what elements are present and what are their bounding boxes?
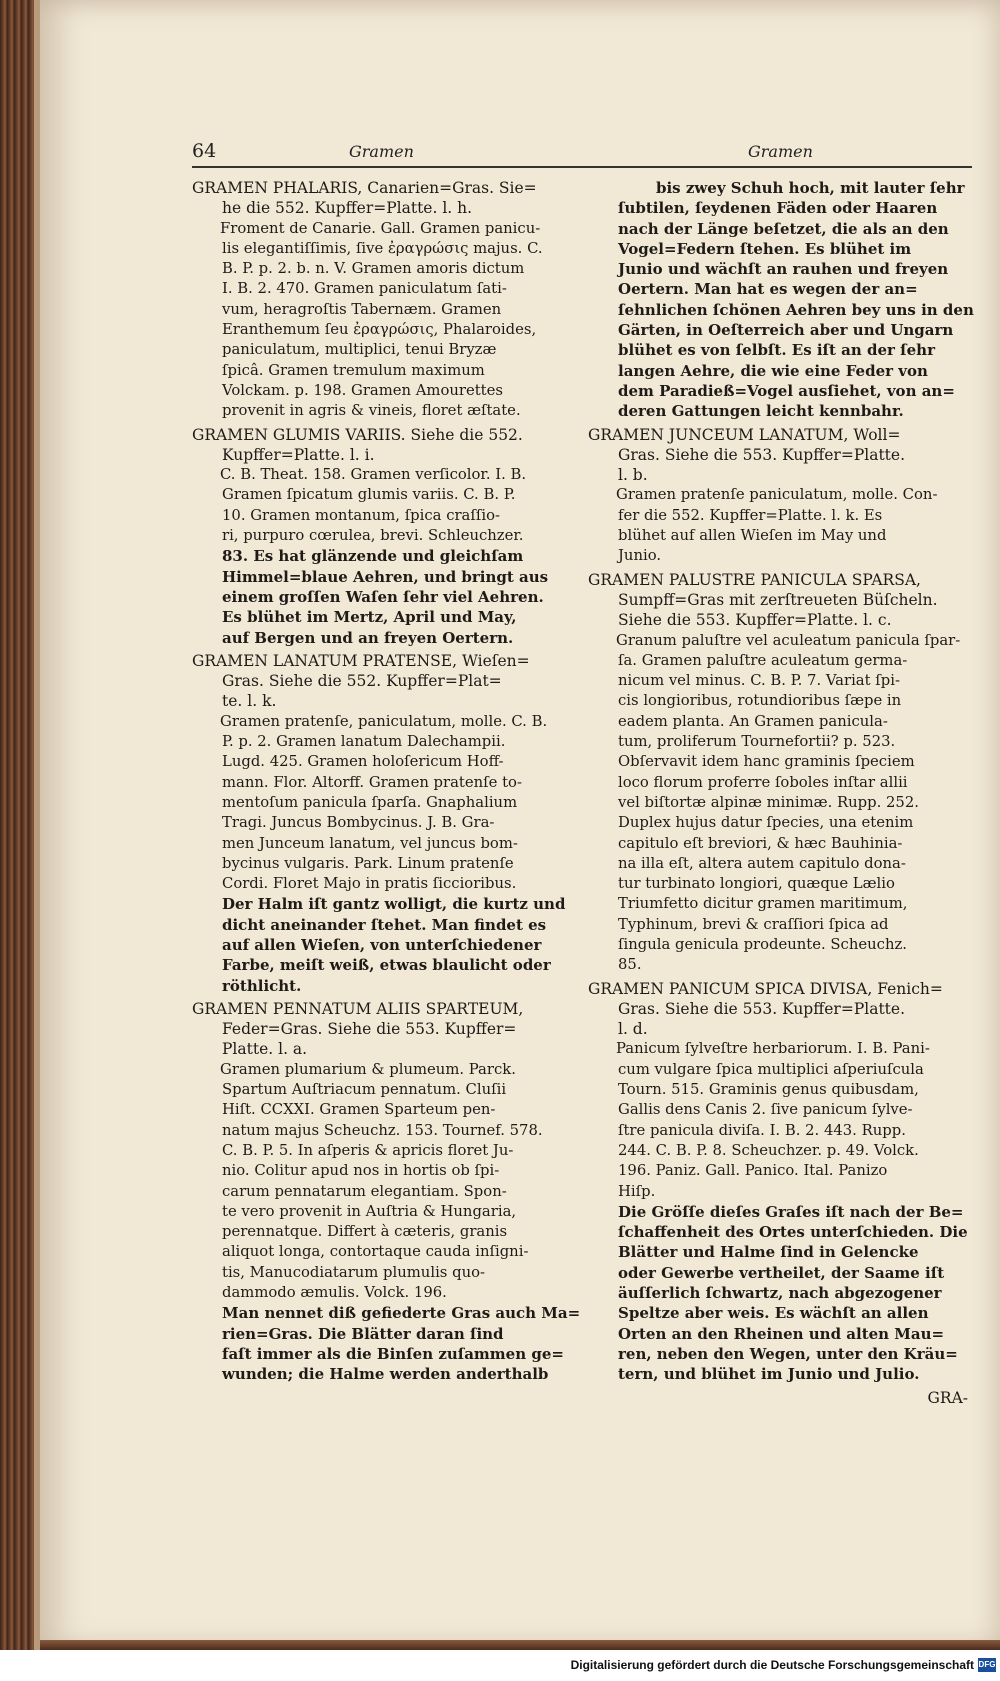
continuation-line: Gärten, in Oeſterreich aber und Ungarn (618, 321, 954, 340)
entry-latin-line: vel biſtortæ alpinæ minimæ. Rupp. 252. (618, 793, 919, 811)
entry-german-line: Es blühet im Mertz, April und May, (222, 608, 517, 627)
entry-german-line: Speltze aber weis. Es wächſt an allen (618, 1304, 929, 1323)
entry-latin-line: Gallis dens Canis 2. ſive panicum ſylve- (618, 1101, 913, 1119)
continuation-line: ſubtilen, ſeydenen Fäden oder Haaren (618, 199, 938, 218)
entry-latin-line: nio. Colitur apud nos in hortis ob ſpi- (222, 1162, 500, 1180)
entry-german-line: faſt immer als die Binſen zuſammen ge= (222, 1344, 564, 1363)
entry-latin-line: loco florum proferre ſoboles inſtar allii (618, 773, 908, 791)
entry-head-line: Kupffer=Platte. l. i. (222, 445, 375, 464)
continuation-line: Vogel=Federn ſtehen. Es blühet im (618, 239, 912, 258)
entry-german-line: ſchaffenheit des Ortes unterſchieden. Die (618, 1223, 968, 1242)
book-edge (0, 0, 40, 1681)
entry-german-line: Orten an den Rheinen und alten Mau= (618, 1324, 945, 1343)
entry-latin-line: Spartum Auſtriacum pennatum. Cluſii (222, 1081, 507, 1099)
entry-german-line: Die Gröſſe dieſes Graſes iſt nach der Be= (618, 1202, 964, 1221)
footer-bar (0, 1650, 1000, 1681)
entry-latin-line: 10. Gramen montanum, ſpica craſſio- (222, 506, 500, 524)
entry-head-line: l. b. (618, 466, 648, 485)
entry-german-line: Farbe, meiſt weiß, etwas blaulicht oder (222, 956, 551, 975)
entry-german-line: wunden; die Halme werden anderthalb (222, 1365, 549, 1384)
entry-latin-line: Hiſp. (618, 1182, 656, 1200)
entry-latin-line: Obſervavit idem hanc graminis ſpeciem (618, 753, 915, 771)
entry-latin-line: Junio. (618, 547, 662, 565)
entry-german-line: dicht aneinander ſtehet. Man findet es (222, 915, 547, 934)
entry-latin-line: 196. Paniz. Gall. Panico. Ital. Panizo (618, 1162, 888, 1180)
entry-german-line: tern, und blühet im Junio und Julio. (618, 1365, 920, 1384)
right-column (588, 178, 974, 1408)
entry-latin-line: cum vulgare ſpica multiplici aſperiuſcula (618, 1060, 924, 1078)
entry-german-line: Der Halm iſt gantz wolligt, die kurtz und (222, 895, 566, 914)
entry-head-line: Gras. Siehe die 553. Kupffer=Platte. (618, 999, 905, 1018)
entry-head-line: he die 552. Kupffer=Platte. l. h. (222, 199, 473, 218)
entry-german-line: Blätter und Halme ſind in Gelencke (618, 1243, 919, 1262)
entry-german-line: oder Gewerbe vertheilet, der Saame iſt (618, 1263, 945, 1282)
dictionary-entry (192, 425, 572, 648)
entry-latin-line: Gramen pratenſe paniculatum, molle. Con- (616, 486, 938, 504)
running-head-right: Gramen (748, 142, 813, 161)
entry-head-line: l. d. (618, 1020, 648, 1039)
entry-german-line: röthlicht. (222, 976, 302, 995)
entry-latin-line: perennatque. Differt à cæteris, granis (222, 1223, 508, 1241)
entry-latin-line: Triumfetto dicitur gramen maritimum, (618, 895, 908, 913)
entry-headword: GRAMEN JUNCEUM LANATUM, Woll= (588, 425, 901, 444)
entry-latin-line: Gramen pratenſe, paniculatum, molle. C. B. (220, 712, 548, 730)
entry-headword: GRAMEN PHALARIS, Canarien=Gras. Sie= (192, 179, 537, 197)
entry-latin-line: ſpicâ. Gramen tremulum maximum (222, 361, 485, 379)
entry-german-line: Man nennet diß gefiederte Gras auch Ma= (222, 1304, 581, 1323)
continuation-line: nach der Länge beſetzet, die als an den (618, 219, 949, 238)
entry-german-line: ren, neben den Wegen, unter den Kräu= (618, 1344, 958, 1363)
dictionary-entry (588, 425, 974, 567)
continuation-line: Oertern. Man hat es wegen der an= (618, 280, 918, 299)
entry-head-line: Gras. Siehe die 553. Kupffer=Platte. (618, 445, 905, 464)
entry-latin-line: C. B. Theat. 158. Gramen verſicolor. I. B. (220, 466, 527, 484)
entry-german-line: auf Bergen und an freyen Oertern. (222, 628, 514, 647)
entry-latin-line: natum majus Scheuchz. 153. Tournef. 578. (222, 1121, 543, 1139)
entry-german-line: auf allen Wieſen, von unterſchiedener (222, 935, 542, 954)
entry-headword: GRAMEN PALUSTRE PANICULA SPARSA, (588, 570, 921, 589)
dictionary-entry (192, 178, 572, 422)
entry-headword: GRAMEN LANATUM PRATENSE, Wieſen= (192, 651, 530, 670)
entry-headword: GRAMEN PANICUM SPICA DIVISA, Fenich= (588, 979, 943, 998)
entry-german-line: rien=Gras. Die Blätter daran ſind (222, 1324, 504, 1343)
entry-latin-line: Gramen ſpicatum glumis variis. C. B. P. (222, 486, 516, 504)
entry-latin-line: Tourn. 515. Graminis genus quibusdam, (618, 1081, 919, 1099)
entry-german-line: einem groſſen Waſen ſehr viel Aehren. (222, 587, 544, 606)
entry-latin-line: Lugd. 425. Gramen holoſericum Hoff- (222, 753, 504, 771)
dictionary-entry (588, 570, 974, 976)
entry-latin-line: nicum vel minus. C. B. P. 7. Variat ſpi- (618, 672, 900, 690)
entry-latin-line: provenit in agris & vineis, floret æſtate. (222, 402, 521, 420)
left-column (192, 178, 581, 1388)
entry-german-line: 83. Es hat glänzende und gleichſam (222, 547, 524, 566)
continuation-line: ſehnlichen ſchönen Aehren bey uns in den (618, 300, 974, 319)
entry-latin-line: bycinus vulgaris. Park. Linum pratenſe (222, 854, 514, 872)
entry-latin-line: paniculatum, multiplici, tenui Bryzæ (222, 341, 497, 359)
entry-latin-line: blühet auf allen Wieſen im May und (618, 527, 887, 545)
entry-latin-line: ſtre panicula diviſa. I. B. 2. 443. Rupp. (618, 1121, 906, 1139)
entry-latin-line: I. B. 2. 470. Gramen paniculatum ſati- (222, 280, 507, 298)
entry-latin-line: te vero provenit in Auſtria & Hungaria, (222, 1202, 517, 1220)
entry-latin-line: ſa. Gramen paluſtre aculeatum germa- (618, 651, 908, 669)
continuation-line: deren Gattungen leicht kennbahr. (618, 402, 904, 421)
entry-latin-line: Cordi. Floret Majo in pratis ſiccioribus. (222, 875, 517, 893)
entry-latin-line: na illa eſt, altera autem capitulo dona- (618, 854, 906, 872)
entry-latin-line: Froment de Canarie. Gall. Gramen panicu- (220, 219, 541, 237)
running-head-left: Gramen (349, 142, 414, 161)
footer-credit: Digitalisierung gefördert durch die Deutsche Forschungsgemeinschaft (570, 1658, 974, 1672)
entry-latin-line: Volckam. p. 198. Gramen Amourettes (222, 381, 503, 399)
dictionary-entry (192, 999, 581, 1385)
entry-latin-line: B. P. p. 2. b. n. V. Gramen amoris dictum (222, 260, 525, 278)
entry-latin-line: vum, heragroſtis Tabernæm. Gramen (222, 300, 502, 318)
entry-latin-line: Panicum ſylveſtre herbariorum. I. B. Pani- (616, 1040, 930, 1058)
entry-latin-line: mann. Flor. Altorff. Gramen pratenſe to- (222, 773, 522, 791)
entry-latin-line: Granum paluſtre vel aculeatum panicula ſpar- (616, 631, 961, 649)
entry-latin-line: fer die 552. Kupffer=Platte. l. k. Es (618, 506, 883, 524)
dictionary-entry (192, 651, 572, 996)
entry-latin-line: men Junceum lanatum, vel juncus bom- (222, 834, 518, 852)
entry-latin-line: tis, Manucodiatarum plumulis quo- (222, 1263, 486, 1281)
continuation-line: Junio und wächſt an rauhen und freyen (618, 260, 949, 279)
continued-text (588, 178, 974, 422)
catchword: GRA- (927, 1388, 968, 1407)
entry-latin-line: Typhinum, brevi & craſſiori ſpica ad (618, 915, 889, 933)
page-number: 64 (192, 140, 217, 162)
entry-latin-line: Tragi. Juncus Bombycinus. J. B. Gra- (222, 814, 495, 832)
entry-head-line: Platte. l. a. (222, 1040, 308, 1059)
continuation-line: dem Paradieß=Vogel ausſiehet, von an= (618, 381, 955, 400)
entry-head-line: Siehe die 553. Kupffer=Platte. l. c. (618, 611, 892, 630)
entry-latin-line: P. p. 2. Gramen lanatum Dalechampii. (222, 733, 506, 751)
entry-latin-line: ri, purpuro cœrulea, brevi. Schleuchzer. (222, 527, 524, 545)
entry-head-line: te. l. k. (222, 692, 277, 711)
entry-latin-line: Gramen plumarium & plumeum. Parck. (220, 1060, 516, 1078)
entry-latin-line: eadem planta. An Gramen panicula- (618, 712, 888, 730)
entry-latin-line: 85. (618, 956, 642, 974)
continuation-line: blühet es von ſelbſt. Es iſt an der ſehr (618, 341, 935, 360)
header-rule (192, 166, 972, 168)
dfg-logo: DFG (978, 1658, 996, 1672)
continuation-line: langen Aehre, die wie eine Feder von (618, 361, 928, 380)
entry-latin-line: 244. C. B. P. 8. Scheuchzer. p. 49. Volck. (618, 1141, 919, 1159)
entry-latin-line: cis longioribus, rotundioribus ſæpe in (618, 692, 902, 710)
entry-latin-line: C. B. P. 5. In aſperis & apricis floret Ju- (222, 1141, 514, 1159)
entry-latin-line: capitulo eſt breviori, & hæc Bauhinia- (618, 834, 903, 852)
entry-latin-line: ſingula genicula prodeunte. Scheuchz. (618, 935, 907, 953)
entry-latin-line: dammodo æmulis. Volck. 196. (222, 1284, 447, 1302)
entry-latin-line: Hiſt. CCXXI. Gramen Sparteum pen- (222, 1101, 496, 1119)
entry-latin-line: carum pennatarum elegantiam. Spon- (222, 1182, 507, 1200)
entry-head-line: Gras. Siehe die 552. Kupffer=Plat= (222, 672, 502, 691)
entry-latin-line: aliquot longa, contortaque cauda inſigni- (222, 1243, 529, 1261)
continuation-line: bis zwey Schuh hoch, mit lauter ſehr (656, 179, 965, 197)
entry-head-line: Sumpff=Gras mit zerſtreueten Büſcheln. (618, 590, 938, 609)
entry-latin-line: tum, proliferum Tournefortii? p. 523. (618, 733, 896, 751)
dictionary-entry (588, 979, 974, 1385)
entry-latin-line: lis elegantiſſimis, ſive ἐραγρώσις majus. C. (222, 239, 543, 257)
entry-head-line: Feder=Gras. Siehe die 553. Kupffer= (222, 1020, 517, 1039)
entry-headword: GRAMEN GLUMIS VARIIS. Siehe die 552. (192, 425, 523, 444)
entry-latin-line: Eranthemum ſeu ἐραγρώσις, Phalaroides, (222, 321, 537, 339)
entry-german-line: äuſſerlich ſchwartz, nach abgezogener (618, 1284, 942, 1303)
book-bottom-edge (40, 1640, 1000, 1650)
entry-latin-line: mentoſum panicula ſparſa. Gnaphalium (222, 793, 518, 811)
entry-german-line: Himmel=blaue Aehren, und bringt aus (222, 567, 549, 586)
entry-latin-line: Duplex hujus datur ſpecies, una etenim (618, 814, 914, 832)
entry-headword: GRAMEN PENNATUM ALIIS SPARTEUM, (192, 999, 524, 1018)
entry-latin-line: tur turbinato longiori, quæque Lælio (618, 875, 895, 893)
